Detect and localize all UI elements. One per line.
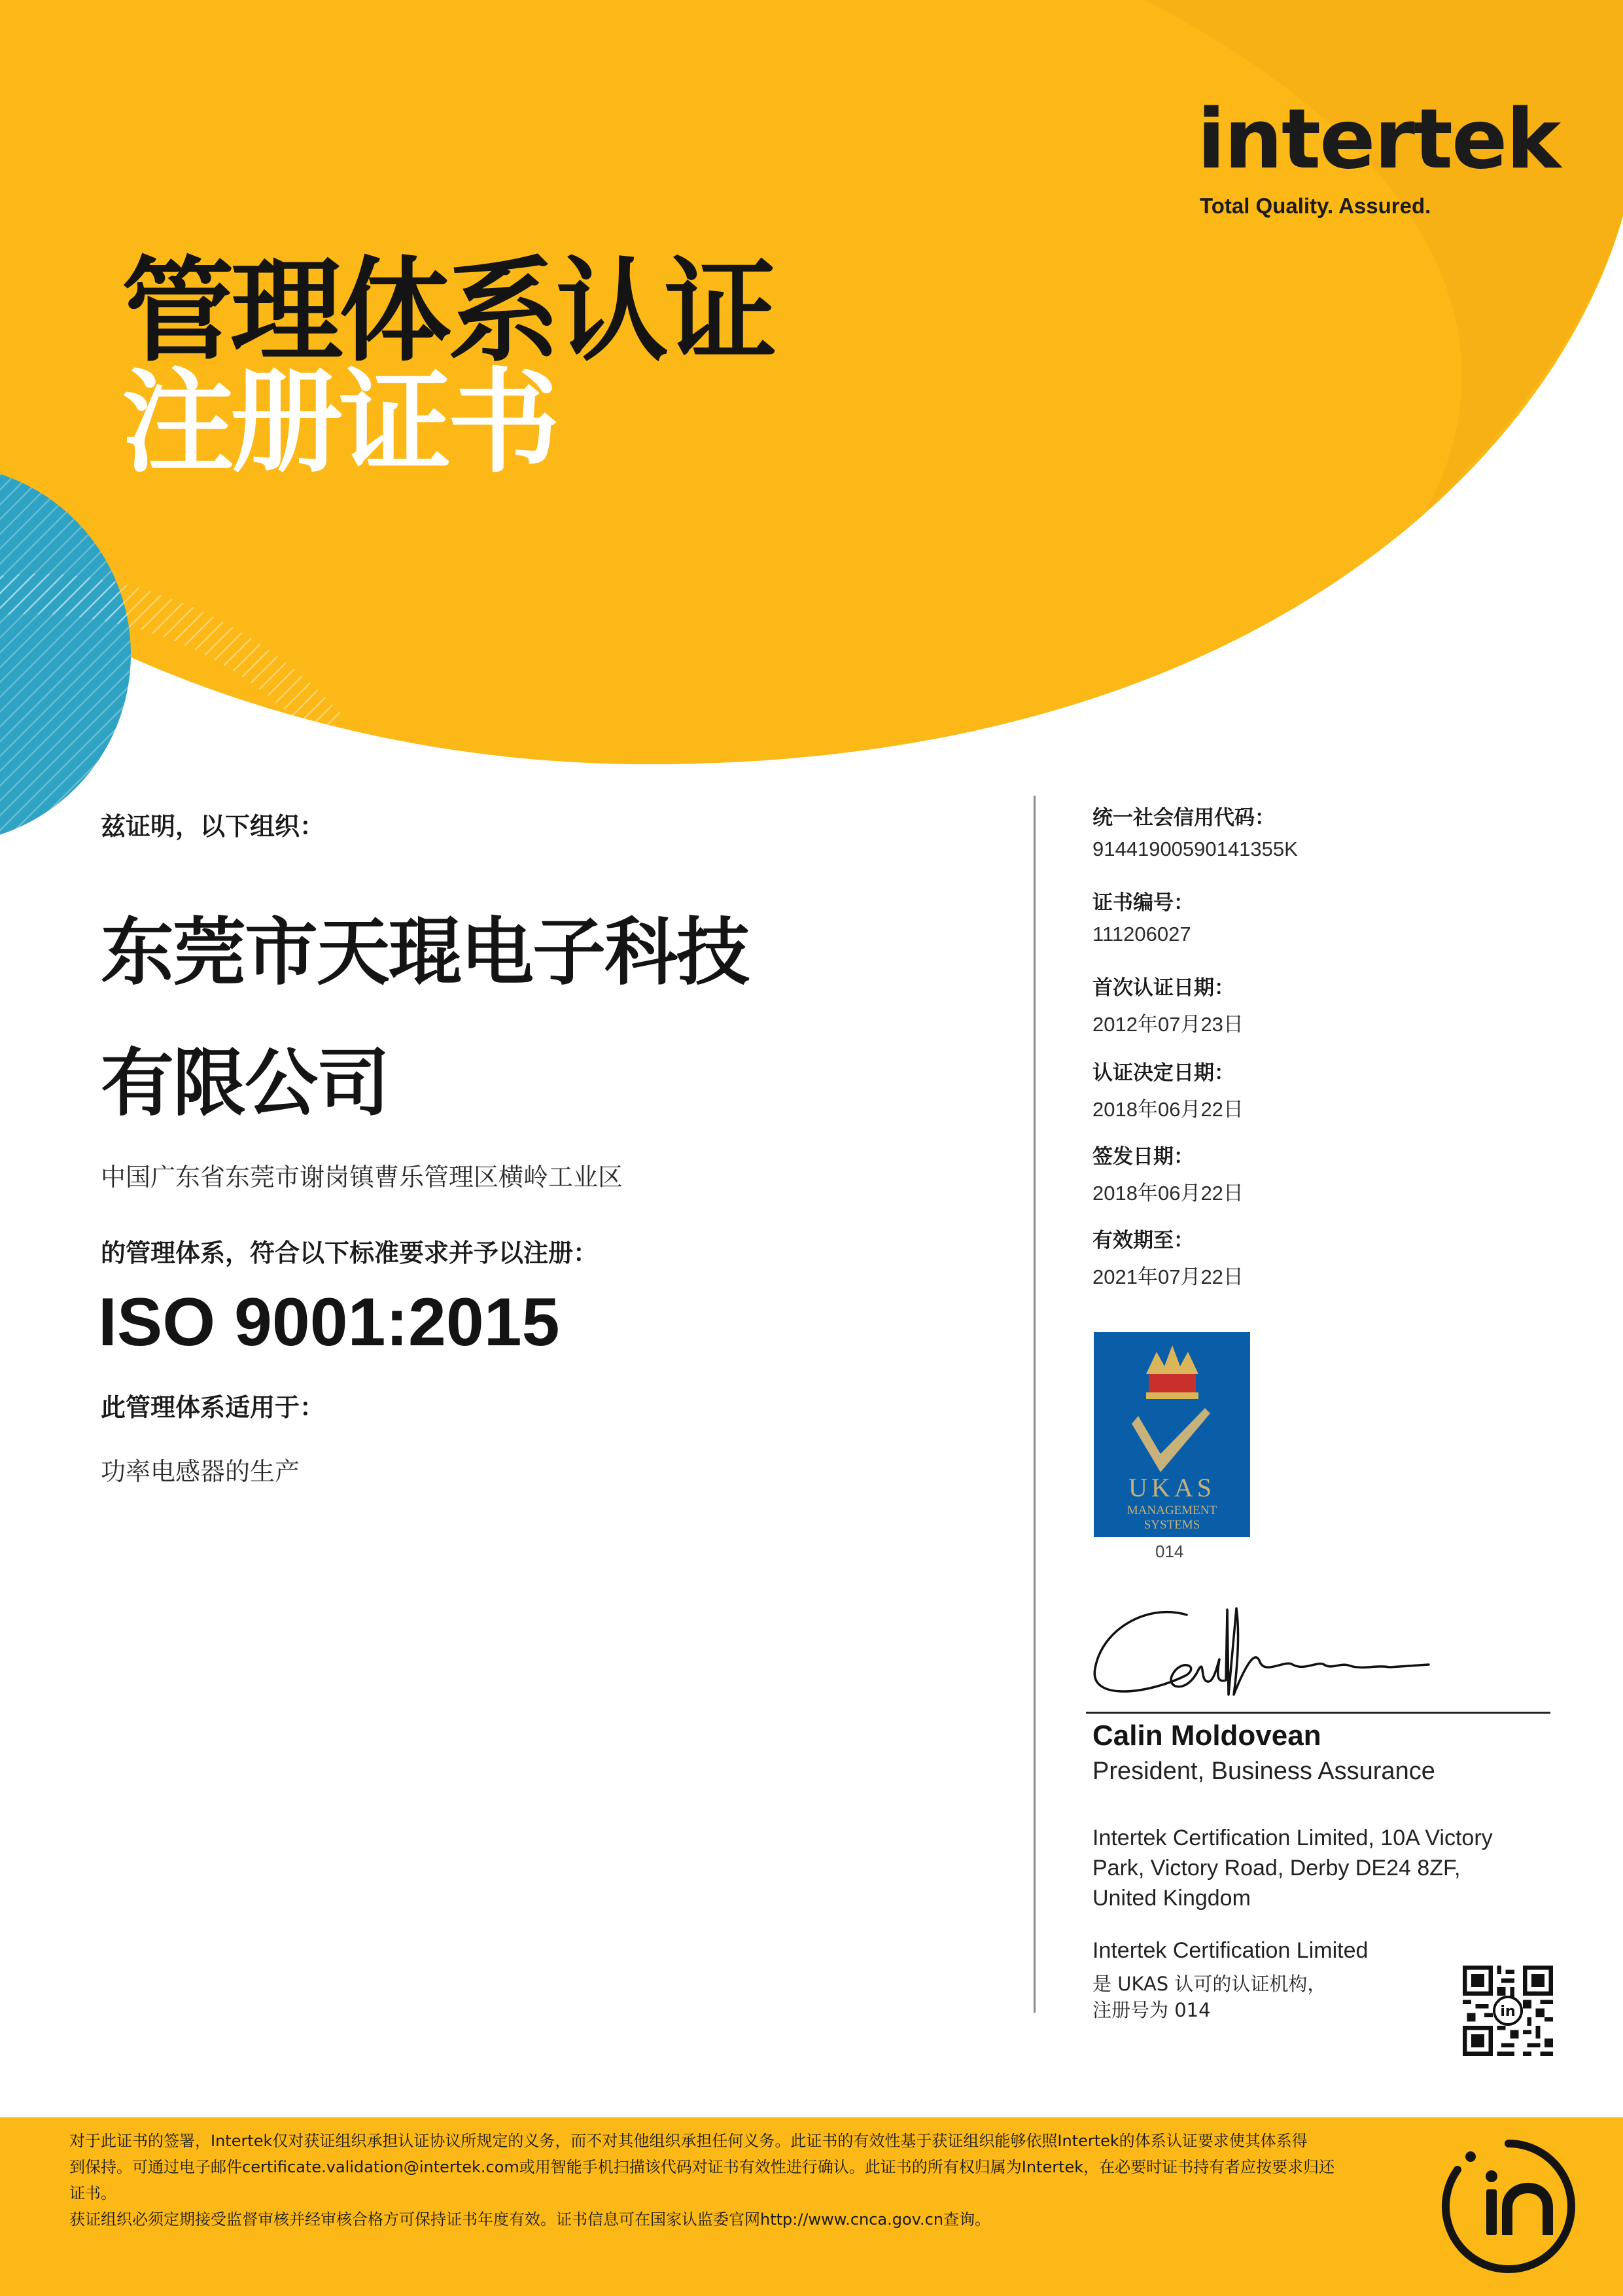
- standard-name: ISO 9001:2015: [98, 1284, 560, 1360]
- certificate-title-line1: 管理体系认证: [122, 245, 773, 377]
- expiry-value: 2021年07月22日: [1092, 1265, 1244, 1288]
- signature-icon: [1089, 1597, 1455, 1708]
- signer-title: President, Business Assurance: [1092, 1757, 1435, 1785]
- issue-date-value: 2018年06月22日: [1092, 1182, 1244, 1205]
- company-name-line2: 有限公司: [101, 1041, 389, 1126]
- svg-text:in: in: [1500, 2002, 1516, 2020]
- certificate-title-line2: 注册证书: [122, 357, 556, 488]
- issue-date-label: 签发日期：: [1092, 1145, 1194, 1169]
- company-address: 中国广东省东莞市谢岗镇曹乐管理区横岭工业区: [101, 1163, 623, 1192]
- accreditation-line1: Intertek Certification Limited: [1092, 1938, 1369, 1963]
- signer-name: Calin Moldovean: [1092, 1720, 1321, 1752]
- signature-line: [1086, 1712, 1550, 1714]
- first-cert-label: 首次认证日期：: [1092, 976, 1234, 1000]
- decision-date-label: 认证决定日期：: [1092, 1061, 1234, 1085]
- expiry-label: 有效期至：: [1092, 1229, 1194, 1252]
- column-divider: [1034, 796, 1036, 2013]
- ukas-subtext-2: SYSTEMS: [1143, 1518, 1200, 1532]
- footer-line2: 到保持。可通过电子邮件certificate.validation@intertek.com或用智能手机扫描该代码对证书有效性进行确认。此证书的所有权归属为Intertek，在必要时证书持有者应按要求归还: [69, 2158, 1335, 2176]
- ukas-number: 014: [1155, 1542, 1184, 1561]
- intertek-logo: intertek: [1197, 91, 1560, 187]
- accreditation-line3: 注册号为 014: [1092, 1999, 1211, 2021]
- cert-no-value: 111206027: [1092, 923, 1191, 945]
- issuer-address: Intertek Certification Limited, 10A Victory Park, Victory Road, Derby DE24 8ZF, United Kingdom: [1092, 1826, 1493, 1911]
- company-name-line1: 东莞市天琨电子科技: [101, 910, 748, 995]
- ukas-mark: [1094, 1332, 1250, 1537]
- qr-code-icon[interactable]: [1463, 1966, 1553, 2056]
- ukas-text: UKAS: [1128, 1473, 1215, 1502]
- conformity-statement: 的管理体系，符合以下标准要求并予以注册：: [101, 1239, 599, 1267]
- footer-line4: 获证组织必须定期接受监督审核并经审核合格方可保持证书年度有效。证书信息可在国家认监委官网http://www.cnca.gov.cn查询。: [69, 2210, 991, 2229]
- ukas-subtext-1: MANAGEMENT: [1126, 1504, 1217, 1517]
- footer-line3: 证书。: [69, 2184, 116, 2202]
- cert-no-label: 证书编号：: [1092, 891, 1194, 915]
- intro-text: 兹证明，以下组织：: [101, 812, 325, 841]
- footer-line1: 对于此证书的签署，Intertek仅对获证组织承担认证协议所规定的义务，而不对其他组织承担任何义务。此证书的有效性基于获证组织能够依照Intertek的体系认证要求使其体系得: [69, 2132, 1308, 2150]
- logo-tagline: Total Quality. Assured.: [1200, 194, 1431, 218]
- footer-text: [69, 2128, 1378, 2233]
- credit-code-value: 91441900590141355K: [1092, 838, 1298, 860]
- in-circle-logo-icon: [1437, 2134, 1580, 2278]
- credit-code-label: 统一社会信用代码：: [1092, 806, 1275, 830]
- scope-label: 此管理体系适用于：: [101, 1393, 325, 1422]
- decision-date-value: 2018年06月22日: [1092, 1098, 1244, 1121]
- first-cert-value: 2012年07月23日: [1092, 1013, 1244, 1036]
- accreditation-line2: 是 UKAS 认可的认证机构，: [1092, 1973, 1327, 1995]
- scope-text: 功率电感器的生产: [101, 1457, 300, 1486]
